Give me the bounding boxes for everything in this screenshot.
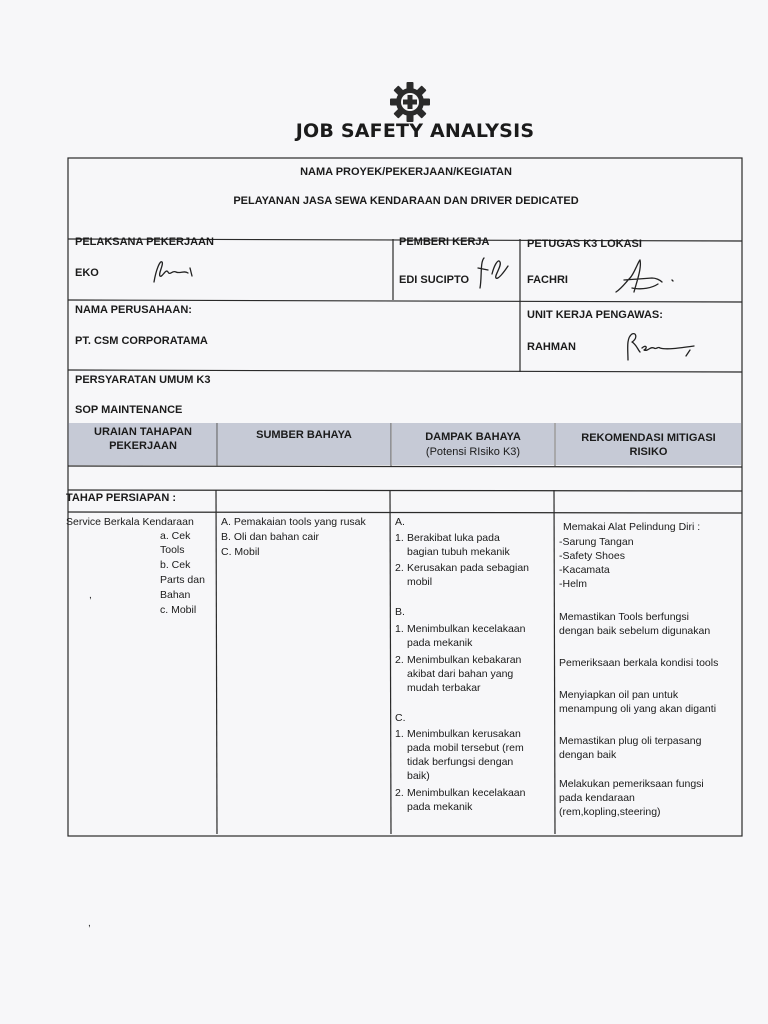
impact-c1-num: 1. <box>395 728 404 740</box>
recommendation-3: Pemeriksaan berkala kondisi tools <box>559 657 719 669</box>
employer-signature <box>474 252 514 292</box>
source-c: C. Mobil <box>221 546 260 558</box>
recommendation-2: Memastikan Tools berfungsi dengan baik sebelum digunakan <box>559 611 711 637</box>
step-a-label: a. Cek <box>160 530 191 542</box>
impact-b2-num: 2. <box>395 654 404 666</box>
stage-label: TAHAP PERSIAPAN : <box>66 492 177 504</box>
recommendation-5: Memastikan plug oli terpasang dengan baik <box>559 735 702 761</box>
recommendation-6: Melakukan pemeriksaan fungsi pada kendaraan (rem,kopling,steering) <box>559 778 704 818</box>
source-a: A. Pemakaian tools yang rusak <box>221 516 366 528</box>
impact-c2: Menimbulkan kecelakaan pada mekanik <box>407 787 526 813</box>
impact-a-head: A. <box>395 516 405 528</box>
impact-a2: Kerusakan pada sebagian mobil <box>407 562 530 588</box>
column-header-steps: URAIAN TAHAPAN PEKERJAAN <box>94 426 192 452</box>
step-b-rest1: Parts dan <box>160 574 205 586</box>
k3-officer-signature <box>612 258 682 300</box>
requirements-value: SOP MAINTENANCE <box>75 404 183 416</box>
step-a-rest: Tools <box>160 544 185 556</box>
column-header-impact: DAMPAK BAHAYA <box>425 431 521 443</box>
impact-a2-num: 2. <box>395 562 404 574</box>
step-b-label: b. Cek <box>160 559 191 571</box>
recommendation-4: Menyiapkan oil pan untuk menampung oli yang akan diganti <box>559 689 717 715</box>
impact-a1-num: 1. <box>395 532 404 544</box>
impact-b1: Menimbulkan kecelakaan pada mekanik <box>407 623 526 649</box>
employer-label: PEMBERI KERJA <box>399 236 490 248</box>
document-title: JOB SAFETY ANALYSIS <box>295 120 535 142</box>
k3-officer-name: FACHRI <box>527 274 568 286</box>
impact-c-head: C. <box>395 712 406 724</box>
source-b: B. Oli dan bahan cair <box>221 531 320 543</box>
company-label: NAMA PERUSAHAAN: <box>75 304 192 316</box>
k3-officer-label: PETUGAS K3 LOKASI <box>527 238 642 250</box>
column-header-sources: SUMBER BAHAYA <box>256 429 352 441</box>
stray-mark: , <box>88 918 91 929</box>
supervisor-signature <box>620 328 700 364</box>
impact-c1: Menimbulkan kerusakan pada mobil tersebut (rem tidak berfungsi dengan baik) <box>407 728 524 782</box>
supervisor-name: RAHMAN <box>527 341 576 353</box>
project-header: NAMA PROYEK/PEKERJAAN/KEGIATAN <box>300 166 512 178</box>
impact-c2-num: 2. <box>395 787 404 799</box>
executor-signature <box>148 256 196 286</box>
column-header-impact-sub: (Potensi RIsiko K3) <box>425 446 521 458</box>
impact-b-head: B. <box>395 606 405 618</box>
recommendation-1-items: -Sarung Tangan -Safety Shoes -Kacamata -Helm <box>559 536 634 590</box>
column-header-recommendation: REKOMENDASI MITIGASI RISIKO <box>581 432 716 458</box>
project-name: PELAYANAN JASA SEWA KENDARAAN DAN DRIVER DEDICATED <box>233 195 579 207</box>
step-b-rest2: Bahan <box>160 589 191 601</box>
step-c-label: c. Mobil <box>160 604 197 616</box>
stray-mark: , <box>89 590 92 601</box>
executor-name: EKO <box>75 267 99 279</box>
company-name: PT. CSM CORPORATAMA <box>75 335 208 347</box>
impact-a1: Berakibat luka pada bagian tubuh mekanik <box>407 532 510 558</box>
recommendation-1: Memakai Alat Pelindung Diri : <box>563 521 701 533</box>
step-main: Service Berkala Kendaraan <box>66 516 194 528</box>
supervisor-label: UNIT KERJA PENGAWAS: <box>527 309 663 321</box>
executor-label: PELAKSANA PEKERJAAN <box>75 236 214 248</box>
employer-name: EDI SUCIPTO <box>399 274 470 286</box>
requirements-label: PERSYARATAN UMUM K3 <box>75 374 211 386</box>
impact-b2: Menimbulkan kebakaran akibat dari bahan yang mudah terbakar <box>407 654 522 694</box>
impact-b1-num: 1. <box>395 623 404 635</box>
